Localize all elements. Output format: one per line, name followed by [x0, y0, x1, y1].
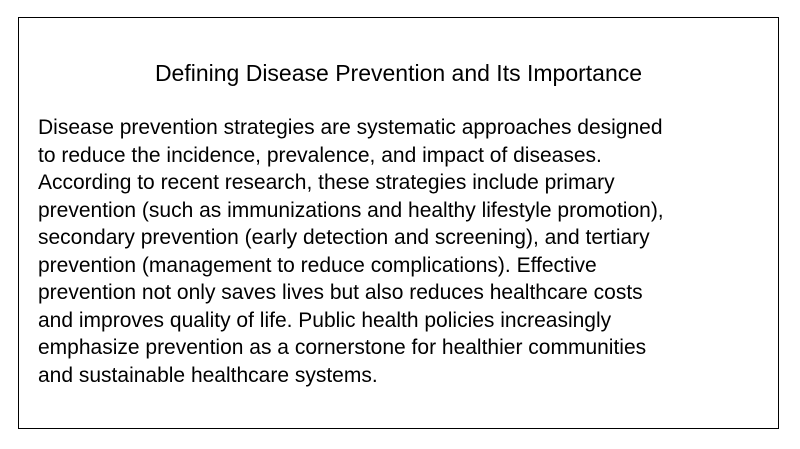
body-line: According to recent research, these strategies include primary: [38, 171, 615, 194]
body-line: prevention (such as immunizations and healthy lifestyle promotion),: [38, 198, 664, 222]
body-line: and improves quality of life. Public health policies increasingly: [38, 308, 612, 332]
body-line: and sustainable healthcare systems.: [38, 363, 378, 387]
body-line: prevention not only saves lives but also reduces healthcare costs: [38, 281, 643, 304]
body-line: emphasize prevention as a cornerstone for healthier communities: [38, 336, 647, 359]
slide-title: Defining Disease Prevention and Its Importance: [154, 60, 643, 86]
body-line: secondary prevention (early detection and screening), and tertiary: [38, 226, 650, 249]
slide-frame: [18, 17, 779, 429]
body-line: Disease prevention strategies are systematic approaches designed: [38, 116, 663, 139]
body-line: prevention (management to reduce complications). Effective: [38, 253, 597, 277]
body-line: to reduce the incidence, prevalence, and impact of diseases.: [38, 143, 602, 167]
slide-body-paragraph: [38, 114, 763, 389]
